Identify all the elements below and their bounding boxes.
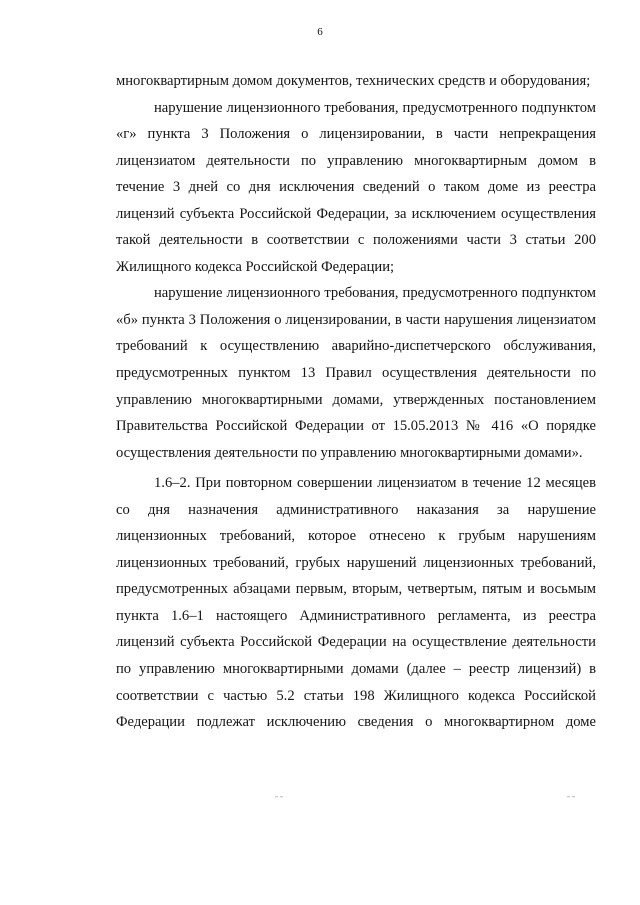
- scan-mark: ¯ˉ: [274, 796, 284, 807]
- paragraph-violation-b: нарушение лицензионного требования, предусмотренного подпунктом «б» пункта 3 Положения о лицензировании, в части нарушения лицензиатом требований к осуществлению аварийно-диспетчерского обслуживания, предусмотренных пунктом 13 Правил осуществления деятельности по управлению многоквартирными домами, утвержденных постановлением Правительства Российской Федерации от 15.05.2013 № 416 «О порядке осуществления деятельности по управлению многоквартирными домами».: [116, 285, 596, 461]
- page-number: 6: [317, 26, 323, 38]
- scan-mark: ¯ˉ: [566, 796, 576, 807]
- document-body: [116, 68, 596, 736]
- paragraph-section-1-6-2: 1.6–2. При повторном совершении лицензиатом в течение 12 месяцев со дня назначения административного наказания за нарушение лицензионных требований, которое отнесено к грубым нарушениям лицензионных требований, грубых нарушений лицензионных требований, предусмотренных абзацами первым, вторым, четвертым, пятым и восьмым пункта 1.6–1 настоящего Административного регламента, из реестра лицензий субъекта Российской Федерации на осуществление деятельности по управлению многоквартирными домами (далее – реестр лицензий) в соответствии с частью 5.2 статьи 198 Жилищного кодекса Российской Федерации подлежат исключению сведения о многоквартирном доме: [116, 475, 596, 731]
- paragraph-continuation: многоквартирным домом документов, технических средств и оборудования;: [116, 73, 591, 89]
- paragraph-violation-g: нарушение лицензионного требования, предусмотренного подпунктом «г» пункта 3 Положения о лицензировании, в части непрекращения лицензиатом деятельности по управлению многоквартирным домом в течение 3 дней со дня исключения сведений о таком доме из реестра лицензий субъекта Российской Федерации, за исключением осуществления такой деятельности в соответствии с положениями части 3 статьи 200 Жилищного кодекса Российской Федерации;: [116, 99, 596, 275]
